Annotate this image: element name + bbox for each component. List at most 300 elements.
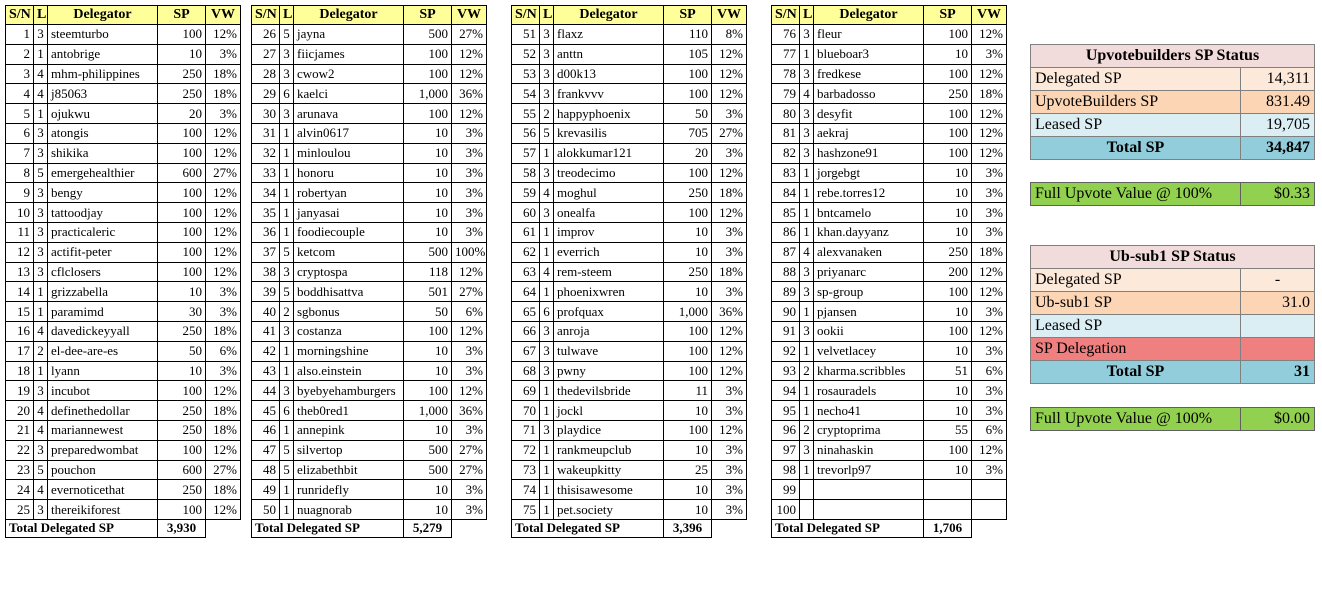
row-sp: 100 xyxy=(158,222,206,242)
row-vw: 18% xyxy=(712,183,747,203)
delegated-sp-label: Delegated SP xyxy=(1031,269,1241,292)
row-level: 4 xyxy=(34,321,48,341)
table-row xyxy=(512,64,747,84)
table-row xyxy=(6,321,241,341)
row-sn: 39 xyxy=(252,282,280,302)
row-sn: 83 xyxy=(772,163,800,183)
row-sp: 10 xyxy=(404,480,452,500)
sp-delegation-value xyxy=(1241,338,1315,361)
row-level: 3 xyxy=(540,420,554,440)
row-vw: 12% xyxy=(972,104,1007,124)
own-sp-value: 31.0 xyxy=(1241,292,1315,315)
row-level: 1 xyxy=(800,222,814,242)
row-delegator: annepink xyxy=(294,420,404,440)
row-vw: 27% xyxy=(712,123,747,143)
row-sn: 22 xyxy=(6,440,34,460)
table-row xyxy=(772,222,1007,242)
row-level: 1 xyxy=(280,480,294,500)
row-vw xyxy=(972,500,1007,520)
row-sp: 10 xyxy=(404,341,452,361)
table-row xyxy=(512,480,747,500)
row-vw: 36% xyxy=(452,84,487,104)
table-row xyxy=(512,381,747,401)
table-row xyxy=(772,341,1007,361)
row-sp: 501 xyxy=(404,282,452,302)
row-level: 4 xyxy=(800,84,814,104)
table-row xyxy=(512,282,747,302)
row-delegator: el-dee-are-es xyxy=(48,341,158,361)
row-vw: 3% xyxy=(712,381,747,401)
table-row xyxy=(252,361,487,381)
row-vw: 12% xyxy=(972,282,1007,302)
row-sn: 18 xyxy=(6,361,34,381)
row-delegator: boddhisattva xyxy=(294,282,404,302)
row-delegator: fredkese xyxy=(814,64,924,84)
row-delegator: jorgebgt xyxy=(814,163,924,183)
row-sp: 10 xyxy=(924,183,972,203)
row-delegator: rosauradels xyxy=(814,381,924,401)
row-delegator: nuagnorab xyxy=(294,500,404,520)
row-level: 5 xyxy=(280,440,294,460)
row-sp: 250 xyxy=(158,420,206,440)
table-row xyxy=(512,420,747,440)
row-sp: 100 xyxy=(158,203,206,223)
header-vw: VW xyxy=(712,6,747,25)
row-sn: 45 xyxy=(252,401,280,421)
row-vw: 12% xyxy=(972,440,1007,460)
row-vw: 3% xyxy=(712,282,747,302)
row-sn: 77 xyxy=(772,44,800,64)
row-sp: 250 xyxy=(158,480,206,500)
row-vw: 3% xyxy=(452,222,487,242)
row-sp: 51 xyxy=(924,361,972,381)
row-vw: 18% xyxy=(206,480,241,500)
header-vw: VW xyxy=(452,6,487,25)
row-delegator: steemturbo xyxy=(48,25,158,45)
row-level: 5 xyxy=(280,460,294,480)
row-level: 2 xyxy=(280,302,294,322)
table-row xyxy=(252,123,487,143)
table-row xyxy=(252,143,487,163)
row-sn: 17 xyxy=(6,341,34,361)
row-level: 3 xyxy=(800,321,814,341)
row-delegator: moghul xyxy=(554,183,664,203)
row-sn: 81 xyxy=(772,123,800,143)
row-delegator: also.einstein xyxy=(294,361,404,381)
row-vw: 3% xyxy=(712,242,747,262)
row-delegator: runridefly xyxy=(294,480,404,500)
header-delegator: Delegator xyxy=(554,6,664,25)
row-sn: 28 xyxy=(252,64,280,84)
row-delegator: bntcamelo xyxy=(814,203,924,223)
table-row xyxy=(772,302,1007,322)
row-level: 1 xyxy=(280,183,294,203)
row-level: 2 xyxy=(540,104,554,124)
row-level: 4 xyxy=(34,401,48,421)
row-delegator: davedickeyyall xyxy=(48,321,158,341)
row-vw: 3% xyxy=(712,440,747,460)
row-sn: 91 xyxy=(772,321,800,341)
blank-cell xyxy=(972,519,1007,537)
row-level: 1 xyxy=(34,44,48,64)
table-row xyxy=(252,440,487,460)
row-delegator: mariannewest xyxy=(48,420,158,440)
row-vw: 3% xyxy=(452,163,487,183)
row-level: 3 xyxy=(540,321,554,341)
header-vw: VW xyxy=(206,6,241,25)
row-vw: 3% xyxy=(712,222,747,242)
blank-cell xyxy=(712,519,747,537)
row-sp: 100 xyxy=(924,104,972,124)
row-sn: 30 xyxy=(252,104,280,124)
row-sp: 250 xyxy=(158,321,206,341)
total-row xyxy=(512,519,747,537)
row-sp: 10 xyxy=(924,44,972,64)
table-row xyxy=(6,84,241,104)
table-row xyxy=(772,420,1007,440)
row-delegator: improv xyxy=(554,222,664,242)
row-sp: 10 xyxy=(158,361,206,381)
upvote-value-table xyxy=(1030,182,1315,206)
row-sn: 51 xyxy=(512,25,540,45)
row-level: 3 xyxy=(280,64,294,84)
row-vw: 12% xyxy=(206,123,241,143)
row-level: 3 xyxy=(280,104,294,124)
row-vw: 18% xyxy=(206,401,241,421)
row-sp: 20 xyxy=(158,104,206,124)
table-row xyxy=(512,361,747,381)
row-sp: 10 xyxy=(664,480,712,500)
row-level: 2 xyxy=(34,341,48,361)
delegator-table xyxy=(251,5,487,538)
row-sp: 250 xyxy=(158,401,206,421)
row-sp: 10 xyxy=(924,460,972,480)
table-row xyxy=(772,282,1007,302)
row-delegator: hashzone91 xyxy=(814,143,924,163)
table-row xyxy=(512,123,747,143)
row-sp: 100 xyxy=(158,242,206,262)
row-delegator: desyfit xyxy=(814,104,924,124)
row-vw: 3% xyxy=(452,183,487,203)
row-level: 3 xyxy=(280,321,294,341)
row-sp: 1,000 xyxy=(664,302,712,322)
row-sp: 100 xyxy=(158,262,206,282)
row-level: 1 xyxy=(280,361,294,381)
header-sn: S/N xyxy=(6,6,34,25)
row-sn: 14 xyxy=(6,282,34,302)
row-level: 1 xyxy=(280,143,294,163)
row-sp: 100 xyxy=(404,321,452,341)
row-delegator: trevorlp97 xyxy=(814,460,924,480)
table-row xyxy=(252,420,487,440)
row-delegator: necho41 xyxy=(814,401,924,421)
row-sp: 250 xyxy=(924,242,972,262)
row-vw: 18% xyxy=(206,64,241,84)
row-sn: 16 xyxy=(6,321,34,341)
header-sn: S/N xyxy=(252,6,280,25)
row-sn: 24 xyxy=(6,480,34,500)
row-sn: 49 xyxy=(252,480,280,500)
row-delegator: onealfa xyxy=(554,203,664,223)
row-sn: 82 xyxy=(772,143,800,163)
row-vw: 12% xyxy=(206,381,241,401)
row-sp: 10 xyxy=(664,440,712,460)
table-row xyxy=(512,242,747,262)
row-delegator: ookii xyxy=(814,321,924,341)
upvotebuilders-status-table xyxy=(1030,44,1315,160)
row-delegator: antobrige xyxy=(48,44,158,64)
row-vw: 3% xyxy=(452,480,487,500)
row-vw: 3% xyxy=(712,500,747,520)
row-vw: 3% xyxy=(452,361,487,381)
row-level: 3 xyxy=(34,143,48,163)
row-delegator: minloulou xyxy=(294,143,404,163)
row-sp: 100 xyxy=(158,381,206,401)
row-sp: 10 xyxy=(664,282,712,302)
row-sn: 36 xyxy=(252,222,280,242)
row-sn: 72 xyxy=(512,440,540,460)
table-row xyxy=(6,302,241,322)
row-vw: 3% xyxy=(206,104,241,124)
row-level: 6 xyxy=(280,84,294,104)
row-level: 1 xyxy=(800,163,814,183)
table-row xyxy=(6,183,241,203)
row-vw: 3% xyxy=(712,104,747,124)
row-vw: 18% xyxy=(972,242,1007,262)
row-delegator: ojukwu xyxy=(48,104,158,124)
row-level: 3 xyxy=(800,262,814,282)
row-level: 1 xyxy=(280,500,294,520)
row-sn: 70 xyxy=(512,401,540,421)
row-sp: 100 xyxy=(924,440,972,460)
row-level: 4 xyxy=(34,420,48,440)
row-delegator: honoru xyxy=(294,163,404,183)
row-level: 3 xyxy=(540,203,554,223)
row-vw: 3% xyxy=(206,44,241,64)
row-sn: 74 xyxy=(512,480,540,500)
row-delegator: evernoticethat xyxy=(48,480,158,500)
row-sp: 250 xyxy=(158,84,206,104)
row-delegator: thereikiforest xyxy=(48,500,158,520)
row-level: 3 xyxy=(540,163,554,183)
row-delegator: costanza xyxy=(294,321,404,341)
row-vw: 3% xyxy=(452,420,487,440)
row-vw: 12% xyxy=(712,361,747,381)
row-delegator: alokkumar121 xyxy=(554,143,664,163)
row-delegator: jockl xyxy=(554,401,664,421)
upvote-value: $0.00 xyxy=(1241,408,1315,431)
row-vw: 12% xyxy=(452,64,487,84)
total-delegated-label: Total Delegated SP xyxy=(252,519,404,537)
table-row xyxy=(512,401,747,421)
row-sp: 50 xyxy=(664,104,712,124)
row-sp: 250 xyxy=(158,64,206,84)
row-sp: 10 xyxy=(158,44,206,64)
leased-sp-label: Leased SP xyxy=(1031,315,1241,338)
row-sn: 67 xyxy=(512,341,540,361)
total-row xyxy=(252,519,487,537)
row-delegator: treodecimo xyxy=(554,163,664,183)
row-sn: 29 xyxy=(252,84,280,104)
row-delegator: aekraj xyxy=(814,123,924,143)
delegator-table xyxy=(771,5,1007,538)
table-row xyxy=(772,262,1007,282)
row-sp: 1,000 xyxy=(404,401,452,421)
row-vw: 100% xyxy=(452,242,487,262)
row-delegator: happyphoenix xyxy=(554,104,664,124)
row-sp: 100 xyxy=(664,321,712,341)
row-delegator: wakeupkitty xyxy=(554,460,664,480)
upvote-value-table xyxy=(1030,407,1315,431)
row-level: 5 xyxy=(280,25,294,45)
table-row xyxy=(512,321,747,341)
row-sp: 118 xyxy=(404,262,452,282)
total-delegated-label: Total Delegated SP xyxy=(512,519,664,537)
total-delegated-value: 1,706 xyxy=(924,519,972,537)
row-vw: 3% xyxy=(712,480,747,500)
row-sp: 110 xyxy=(664,25,712,45)
row-sn: 20 xyxy=(6,401,34,421)
row-sn: 54 xyxy=(512,84,540,104)
row-level: 1 xyxy=(540,500,554,520)
row-level: 5 xyxy=(34,163,48,183)
row-sp: 50 xyxy=(158,341,206,361)
row-level: 1 xyxy=(800,44,814,64)
row-vw: 27% xyxy=(206,460,241,480)
header-delegator: Delegator xyxy=(48,6,158,25)
table-row xyxy=(772,123,1007,143)
row-delegator: cryptoprima xyxy=(814,420,924,440)
row-sn: 94 xyxy=(772,381,800,401)
table-row xyxy=(252,104,487,124)
row-level: 1 xyxy=(280,341,294,361)
row-level: 3 xyxy=(540,84,554,104)
row-sp: 10 xyxy=(924,163,972,183)
row-sn: 64 xyxy=(512,282,540,302)
row-delegator: blueboar3 xyxy=(814,44,924,64)
row-delegator: incubot xyxy=(48,381,158,401)
row-level: 1 xyxy=(280,222,294,242)
table-row xyxy=(252,282,487,302)
row-delegator: pet.society xyxy=(554,500,664,520)
row-sn: 53 xyxy=(512,64,540,84)
row-delegator: janyasai xyxy=(294,203,404,223)
row-sp: 250 xyxy=(664,262,712,282)
row-sn: 75 xyxy=(512,500,540,520)
row-vw: 12% xyxy=(712,84,747,104)
row-vw: 18% xyxy=(206,84,241,104)
row-sn: 41 xyxy=(252,321,280,341)
row-sn: 52 xyxy=(512,44,540,64)
table-row xyxy=(512,104,747,124)
row-delegator: grizzabella xyxy=(48,282,158,302)
row-delegator: sgbonus xyxy=(294,302,404,322)
table-row xyxy=(252,500,487,520)
row-level: 1 xyxy=(540,222,554,242)
table-row xyxy=(772,64,1007,84)
row-sn: 40 xyxy=(252,302,280,322)
row-sp: 55 xyxy=(924,420,972,440)
row-level: 1 xyxy=(800,183,814,203)
table-row xyxy=(772,361,1007,381)
table-row xyxy=(6,242,241,262)
row-sp: 500 xyxy=(404,242,452,262)
row-vw: 3% xyxy=(972,44,1007,64)
row-sn: 25 xyxy=(6,500,34,520)
row-vw: 12% xyxy=(972,321,1007,341)
table-row xyxy=(772,401,1007,421)
row-sp: 10 xyxy=(404,163,452,183)
row-delegator: fleur xyxy=(814,25,924,45)
row-level: 1 xyxy=(800,302,814,322)
row-delegator: elizabethbit xyxy=(294,460,404,480)
row-sn: 92 xyxy=(772,341,800,361)
row-sp: 100 xyxy=(158,440,206,460)
row-level: 1 xyxy=(34,361,48,381)
row-vw: 12% xyxy=(712,44,747,64)
table-row xyxy=(512,302,747,322)
row-sp: 10 xyxy=(664,242,712,262)
row-vw: 3% xyxy=(712,460,747,480)
table-row xyxy=(512,341,747,361)
row-level: 4 xyxy=(540,183,554,203)
row-sp: 100 xyxy=(664,203,712,223)
table-row xyxy=(252,203,487,223)
row-delegator: silvertop xyxy=(294,440,404,460)
row-delegator: theb0red1 xyxy=(294,401,404,421)
header-sn: S/N xyxy=(772,6,800,25)
row-level: 3 xyxy=(34,262,48,282)
row-delegator xyxy=(814,500,924,520)
table-row xyxy=(6,25,241,45)
row-vw: 3% xyxy=(206,361,241,381)
row-sn: 34 xyxy=(252,183,280,203)
row-vw: 12% xyxy=(206,25,241,45)
row-delegator: bengy xyxy=(48,183,158,203)
row-delegator: anttn xyxy=(554,44,664,64)
table-row xyxy=(512,143,747,163)
row-sp: 600 xyxy=(158,163,206,183)
table-row xyxy=(772,321,1007,341)
row-sn: 9 xyxy=(6,183,34,203)
row-level: 4 xyxy=(34,480,48,500)
row-level: 5 xyxy=(280,242,294,262)
row-vw: 12% xyxy=(972,262,1007,282)
table-row xyxy=(6,341,241,361)
table-row xyxy=(252,381,487,401)
table-row xyxy=(252,480,487,500)
row-sp: 100 xyxy=(924,25,972,45)
row-delegator: priyanarc xyxy=(814,262,924,282)
row-vw: 12% xyxy=(452,104,487,124)
row-delegator: ketcom xyxy=(294,242,404,262)
row-sp: 100 xyxy=(404,104,452,124)
row-level: 1 xyxy=(540,480,554,500)
row-sn: 69 xyxy=(512,381,540,401)
row-vw: 12% xyxy=(712,420,747,440)
row-vw: 27% xyxy=(452,440,487,460)
table-row xyxy=(512,262,747,282)
row-sn: 4 xyxy=(6,84,34,104)
row-vw: 3% xyxy=(972,460,1007,480)
table-row xyxy=(512,440,747,460)
row-level: 1 xyxy=(540,282,554,302)
row-delegator: playdice xyxy=(554,420,664,440)
total-sp-value: 31 xyxy=(1241,361,1315,384)
blank-cell xyxy=(452,519,487,537)
row-vw: 12% xyxy=(206,440,241,460)
row-sp: 20 xyxy=(664,143,712,163)
